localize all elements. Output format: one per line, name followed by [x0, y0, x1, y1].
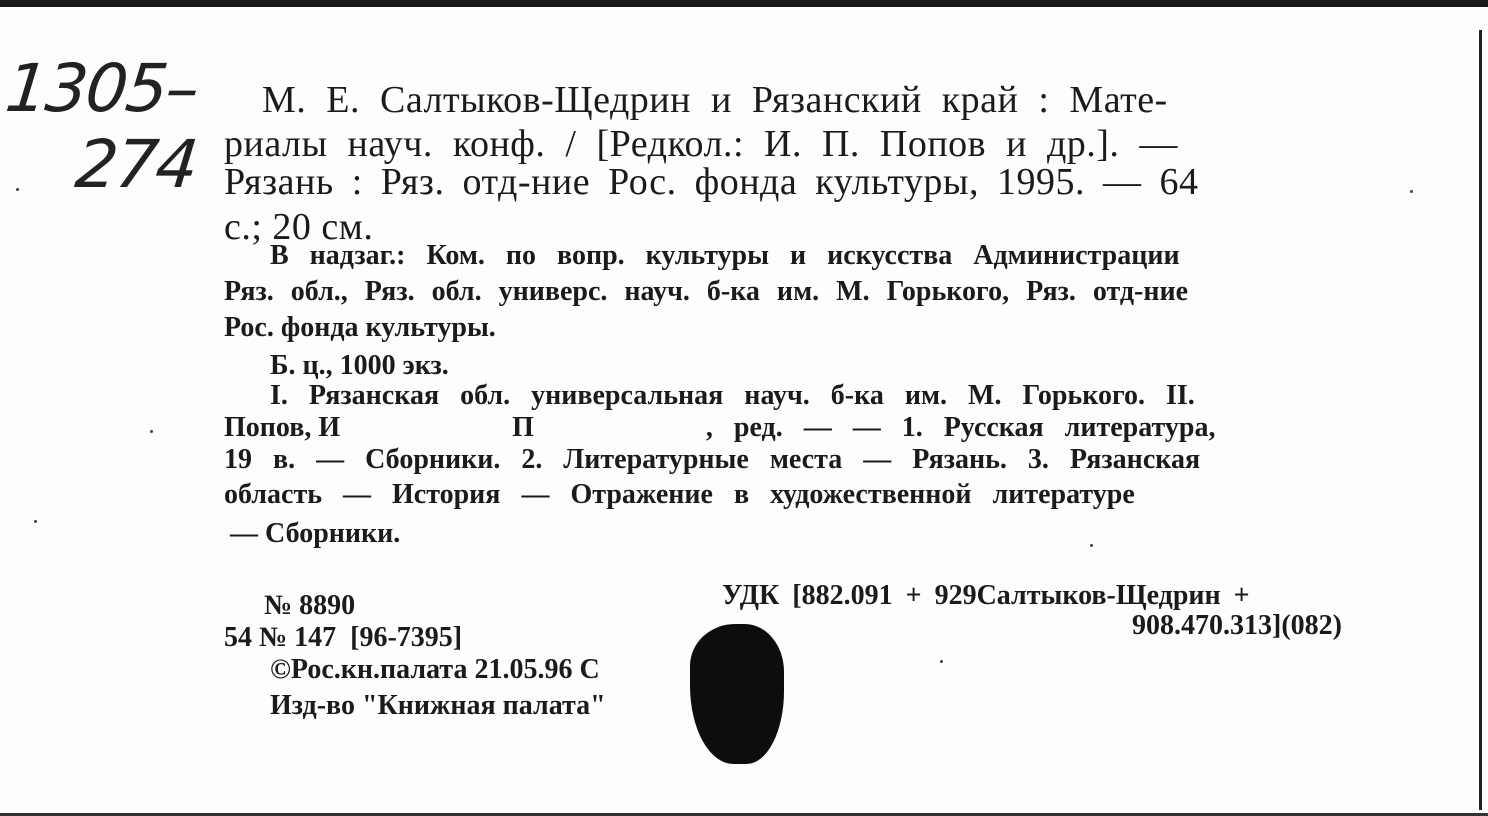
- editor-surname: Попов, И: [224, 412, 341, 443]
- record-prefix: 54: [224, 622, 252, 653]
- subject-line-5: — Сборники.: [230, 518, 401, 549]
- record-number: № 147 [96-7395]: [259, 622, 463, 653]
- udk-line-1: УДК [882.091 + 929Салтыков-Щедрин +: [722, 580, 1250, 611]
- scan-speck: [940, 660, 943, 663]
- book-chamber-line: [270, 654, 600, 686]
- scan-speck: [34, 520, 37, 523]
- subject-line-4: область — История — Отражение в художественной литературе: [224, 479, 1135, 510]
- record-number-line: [224, 622, 462, 654]
- editor-initial: П: [512, 412, 534, 443]
- ink-blot: [690, 624, 784, 764]
- card-right-border: [1479, 30, 1482, 810]
- subject-line-3: 19 в. — Сборники. 2. Литературные места — Рязань. 3. Рязанская: [224, 444, 1201, 475]
- subject-line-1: I. Рязанская обл. универсальная науч. б-ка им. М. Горького. II.: [270, 380, 1195, 411]
- price-line: Б. ц., 1000 экз.: [270, 350, 449, 381]
- handwritten-shelfmark-line2: 274: [71, 126, 201, 203]
- book-chamber-trail: С: [579, 654, 600, 685]
- title-line-1: М. Е. Салтыков-Щедрин и Рязанский край : Мате-: [262, 79, 1168, 121]
- title-line-2: риалы науч. конф. / [Редкол.: И. П. Попов и др.]. —: [224, 123, 1178, 165]
- note-line-1: В надзаг.: Ком. по вопр. культуры и искусства Администрации: [270, 240, 1180, 271]
- scan-speck: [16, 188, 19, 191]
- title-line-3: Рязань : Ряз. отд-ние Рос. фонда культуры, 1995. — 64: [224, 161, 1199, 203]
- scan-speck: [1090, 544, 1093, 547]
- title-line-4: с.; 20 см.: [224, 206, 374, 248]
- scan-speck: [1410, 190, 1413, 193]
- card-top-border: [0, 0, 1488, 7]
- handwritten-shelfmark-line1: 1305–: [1, 50, 202, 127]
- editor-role-and-subjects: , ред. — — 1. Русская литература,: [705, 412, 1216, 443]
- scan-speck: [150, 430, 153, 433]
- subject-line-2: [224, 412, 1215, 444]
- note-line-2: Ряз. обл., Ряз. обл. универс. науч. б-ка им. М. Горького, Ряз. отд-ние: [224, 276, 1189, 307]
- card-number: № 8890: [264, 590, 356, 621]
- publisher-line: Изд-во "Книжная палата": [270, 690, 606, 721]
- udk-line-2: 908.470.313](082): [1132, 610, 1342, 641]
- book-chamber-stamp: ©Рос.кн.палата 21.05.96: [270, 654, 573, 685]
- note-line-3: Рос. фонда культуры.: [224, 312, 496, 343]
